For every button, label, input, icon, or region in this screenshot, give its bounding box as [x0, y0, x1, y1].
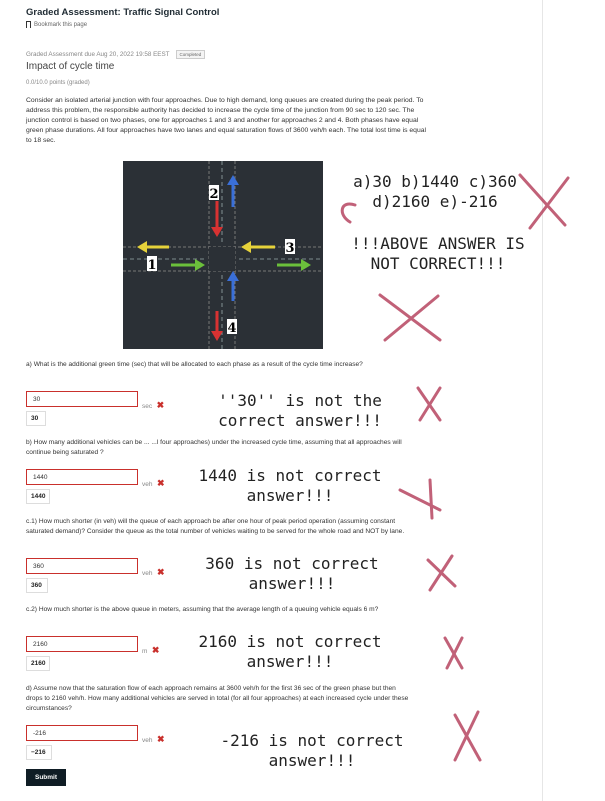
scribble-x-icon — [445, 638, 462, 668]
unit-label-c2: m — [142, 648, 148, 655]
submitted-answer-d: −216 — [26, 745, 52, 760]
answer-input-a[interactable]: 30 — [26, 391, 138, 407]
incorrect-icon: ✖ — [151, 645, 160, 655]
incorrect-icon: ✖ — [156, 567, 165, 577]
scribble-x-icon — [455, 712, 480, 760]
incorrect-icon: ✖ — [156, 734, 165, 744]
answer-input-b[interactable]: 1440 — [26, 469, 138, 485]
approach-label-3: 3 — [285, 241, 295, 256]
note-c2-line1: 2160 is not correct — [198, 632, 382, 651]
unit-label-b: veh — [142, 481, 153, 488]
warning-line1: !!!ABOVE ANSWER IS — [351, 234, 525, 253]
note-d-line2: answer!!! — [268, 751, 356, 770]
note-c1-line2: answer!!! — [248, 574, 336, 593]
approach-label-4: 4 — [227, 321, 237, 336]
unit-label-d: veh — [142, 737, 153, 744]
note-b-line2: answer!!! — [246, 486, 334, 505]
note-d-line1: -216 is not correct — [220, 731, 404, 750]
answer-input-d[interactable]: -216 — [26, 725, 138, 741]
answers-summary-line2: d)2160 e)-216 — [372, 192, 498, 211]
scribble-x-icon — [380, 295, 440, 340]
unit-label-a: sec — [142, 403, 153, 410]
answer-input-c1[interactable]: 360 — [26, 558, 138, 574]
page-title: Graded Assessment: Traffic Signal Control — [26, 7, 220, 18]
warning-line2: NOT CORRECT!!! — [370, 254, 506, 273]
question-a-text: a) What is the additional green time (sec) that will be allocated to each phase as a result of the cycle time increase? — [26, 361, 363, 368]
problem-title: Impact of cycle time — [26, 61, 115, 72]
approach-label-1: 1 — [147, 258, 157, 273]
note-a-line2: correct answer!!! — [218, 411, 382, 430]
question-b-text: b) How many additional vehicles can be ... ...l four approaches) under the increased cycle time, assuming that all approaches will continue being saturated ? — [26, 439, 402, 456]
status-badge: Completed — [176, 50, 206, 59]
submitted-answer-c2: 2160 — [26, 656, 50, 671]
submitted-answer-c1: 360 — [26, 578, 48, 593]
bookmark-label: Bookmark this page — [34, 21, 88, 28]
incorrect-icon: ✖ — [156, 400, 165, 410]
due-date: Graded Assessment due Aug 20, 2022 19:58 EEST — [26, 51, 170, 58]
note-c1-line1: 360 is not correct — [205, 554, 379, 573]
submitted-answer-b: 1440 — [26, 489, 50, 504]
scribble-x-icon — [400, 480, 440, 518]
answer-input-c2[interactable]: 2160 — [26, 636, 138, 652]
question-c2-text: c.2) How much shorter is the above queue in meters, assuming that the average length of a queuing vehicle equals 6 m? — [26, 606, 379, 613]
question-d-text: d) Assume now that the saturation flow of each approach remains at 3600 veh/h for the first 36 sec of the green phase but then drops to 2160 veh/h. How many additional vehicles are served in total (for all four approaches) at each increased cycle under these circumstances? — [26, 685, 409, 712]
question-c1-text: c.1) How much shorter (in veh) will the queue of each approach be after one hour of peak period operation (assuming constant saturated demand)? Consider the queue as the total number of vehicles waiting to be served for the whole road and NOT by lane. — [26, 518, 405, 535]
incorrect-icon: ✖ — [156, 478, 165, 488]
approach-label-2: 2 — [209, 187, 219, 202]
note-b-line1: 1440 is not correct — [198, 466, 382, 485]
problem-description: Consider an isolated arterial junction with four approaches. Due to high demand, long queues are created during the peak period. To address this problem, the responsible authority has decided to increase the cycle time of the junction from 90 sec to 120 sec. The junction control is based on two phases, one for approaches 1 and 3 and another for approaches 2 and 4. Both phases have equal green phase durations. All four approaches have two lanes and equal saturation flows of 3600 veh/h each. The total lost time is equal to 18 sec. — [26, 97, 427, 144]
scribble-x-icon — [428, 556, 455, 590]
note-c2-line2: answer!!! — [246, 652, 334, 671]
submit-button[interactable]: Submit — [26, 769, 66, 786]
scribble-x-icon — [342, 175, 568, 228]
problem-points: 0.0/10.0 points (graded) — [26, 80, 90, 86]
unit-label-c1: veh — [142, 570, 153, 577]
answers-summary-line1: a)30 b)1440 c)360 — [353, 172, 517, 191]
scribble-x-icon — [418, 388, 440, 420]
submitted-answer-a: 30 — [26, 411, 46, 426]
note-a-line1: ''30'' is not the — [218, 391, 382, 410]
